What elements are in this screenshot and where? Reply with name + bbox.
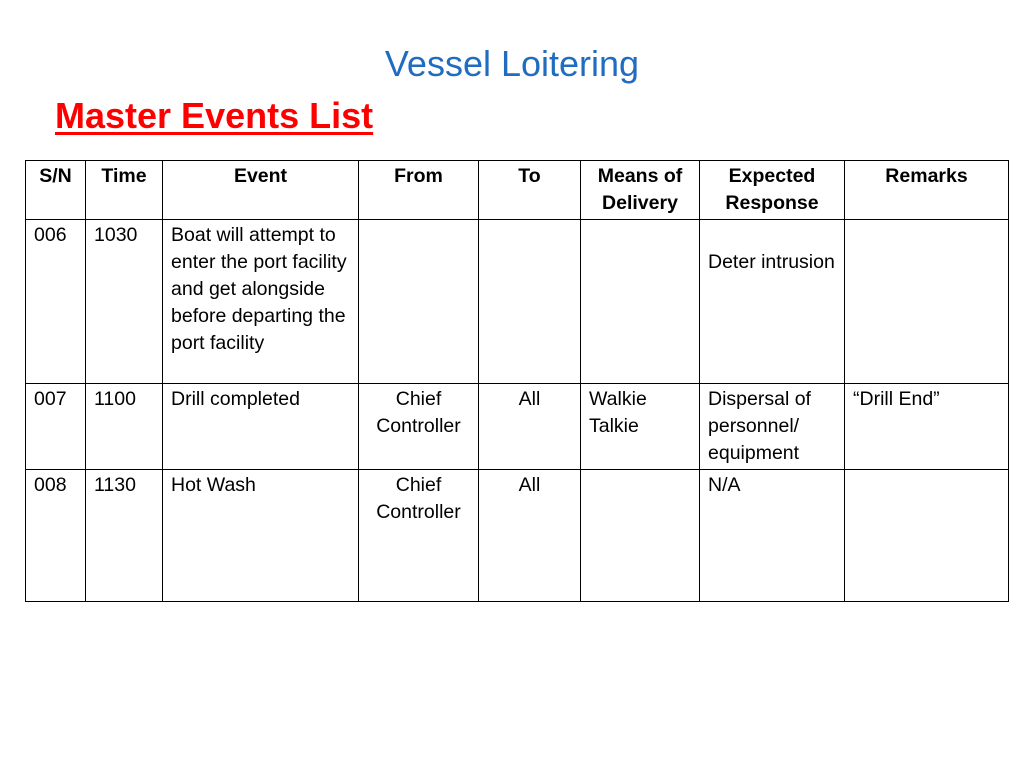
header-event: Event xyxy=(163,161,359,220)
header-remarks: Remarks xyxy=(845,161,1009,220)
cell-from xyxy=(359,220,479,384)
cell-remarks xyxy=(845,220,1009,384)
cell-expected-response: Dispersal of personnel/ equipment xyxy=(700,384,845,470)
cell-to: All xyxy=(479,470,581,602)
header-to: To xyxy=(479,161,581,220)
table-header-row xyxy=(26,161,1009,220)
cell-remarks xyxy=(845,470,1009,602)
cell-expected-response xyxy=(700,220,845,384)
slide-title: Vessel Loitering xyxy=(384,43,640,84)
header-from: From xyxy=(359,161,479,220)
header-sn: S/N xyxy=(26,161,86,220)
cell-sn: 008 xyxy=(26,470,86,602)
cell-means-of-delivery xyxy=(581,470,700,602)
table-row xyxy=(26,384,1009,470)
cell-sn: 006 xyxy=(26,220,86,384)
slide-subtitle: Master Events List xyxy=(55,95,374,136)
cell-from: Chief Controller xyxy=(359,384,479,470)
cell-time: 1030 xyxy=(86,220,163,384)
cell-to xyxy=(479,220,581,384)
header-means-of-delivery: Means of Delivery xyxy=(581,161,700,220)
cell-expected-response-text: Deter intrusion xyxy=(708,251,835,273)
cell-event: Hot Wash xyxy=(163,470,359,602)
cell-expected-response: N/A xyxy=(700,470,845,602)
cell-time: 1130 xyxy=(86,470,163,602)
header-expected-response: Expected Response xyxy=(700,161,845,220)
cell-means-of-delivery: Walkie Talkie xyxy=(581,384,700,470)
cell-means-of-delivery xyxy=(581,220,700,384)
table-row xyxy=(26,220,1009,384)
cell-event: Drill completed xyxy=(163,384,359,470)
cell-event: Boat will attempt to enter the port facility and get alongside before departing the port facility xyxy=(163,220,359,384)
cell-from: Chief Controller xyxy=(359,470,479,602)
cell-to: All xyxy=(479,384,581,470)
master-events-table xyxy=(25,160,1009,602)
table-row xyxy=(26,470,1009,602)
cell-spacer xyxy=(708,222,836,249)
cell-sn: 007 xyxy=(26,384,86,470)
cell-remarks: “Drill End” xyxy=(845,384,1009,470)
header-time: Time xyxy=(86,161,163,220)
cell-time: 1100 xyxy=(86,384,163,470)
